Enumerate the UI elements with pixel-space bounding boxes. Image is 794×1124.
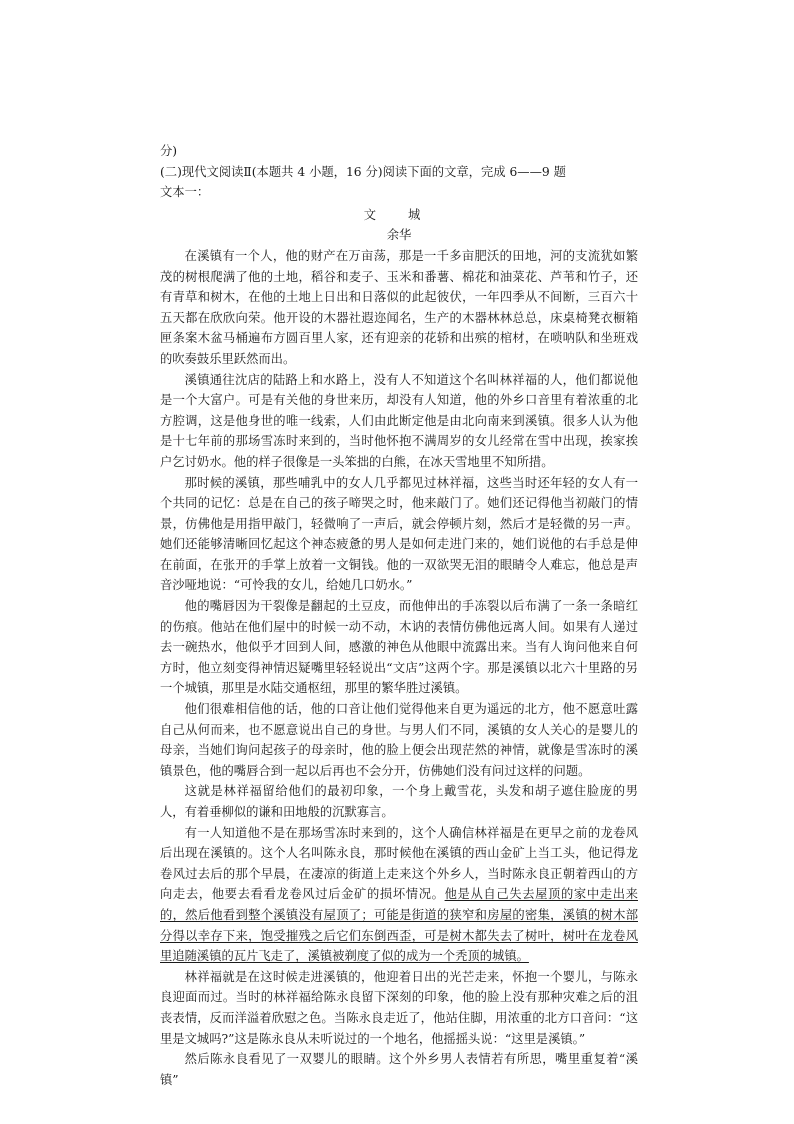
header-fragment: 分) bbox=[160, 144, 178, 158]
paragraph-1: 在溪镇有一个人，他的财产在万亩荡，那是一千多亩肥沃的田地，河的支流犹如繁茂的树根爬满了他的土地，稻谷和麦子、玉米和番薯、棉花和油菜花、芦苇和竹子，还有青草和树木，在他的土地上日出和日落似的此起彼伏，一年四季从不间断，三百六十五天都在欣欣向荣。他开设的木器社遐迩闻名，生产的木器林林总总，床桌椅凳衣橱箱匣条案木盆马桶遍布方圆百里人家，还有迎亲的花轿和出殡的棺材，在唢呐队和坐班戏的吹奏鼓乐里跃然而出。 bbox=[160, 248, 638, 366]
paragraph-2: 溪镇通往沈店的陆路上和水路上，没有人不知道这个名叫林祥福的人，他们都说他是一个大富户。可是有关他的身世来历，却没有人知道，他的外乡口音里有着浓重的北方腔调，这是他身世的唯一线索，人们由此断定他是由北向南来到溪镇。很多人认为他是十七年前的那场雪冻时来到的，当时他怀抱不满周岁的女儿经常在雪中出现，挨家挨户乞讨奶水。他的样子很像是一头笨拙的白熊，在冰天雪地里不知所措。 bbox=[160, 372, 638, 469]
paragraph-6: 这就是林祥福留给他们的最初印象，一个身上戴雪花，头发和胡子遮住脸庞的男人，有着垂柳似的谦和田地般的沉默寡言。 bbox=[160, 784, 638, 819]
underlined-passage: 他是从自己失去屋顶的家中走出来的，然后他看到整个溪镇没有屋顶了；可能是街道的狭窄和房屋的密集，溪镇的树木部分得以幸存下来，饱受摧残之后它们东倒西歪，可是树木都失去了树叶，树叶在龙卷风里追随溪镇的瓦片飞走了，溪镇被剃度了似的成为一个秃顶的城镇。 bbox=[160, 887, 638, 964]
paragraph-9: 然后陈永良看见了一双婴儿的眼睛。这个外乡男人表情若有所思，嘴里重复着“溪镇” bbox=[160, 1052, 638, 1087]
article-author: 余华 bbox=[386, 228, 412, 243]
document-page bbox=[160, 141, 638, 1090]
text-label: 文本一： bbox=[160, 185, 210, 200]
section-heading: (二)现代文阅读Ⅱ(本题共 4 小题，16 分)阅读下面的文章，完成 6——9 题 bbox=[160, 164, 566, 179]
paragraph-5: 他们很难相信他的话，他的口音让他们觉得他来自更为遥远的北方，他不愿意吐露自己从何而来，也不愿意说出自己的身世。与男人们不同，溪镇的女人关心的是婴儿的母亲，当她们询问起孩子的母亲时，他的脸上便会出现茫然的神情，就像是雪冻时的溪镇景色，他的嘴唇合到一起以后再也不会分开，仿佛她们没有问过这样的问题。 bbox=[160, 702, 638, 778]
paragraph-8: 林祥福就是在这时候走进溪镇的，他迎着日出的光芒走来，怀抱一个婴儿，与陈永良迎面而过。当时的林祥福给陈永良留下深刻的印象，他的脸上没有那种灾难之后的沮丧表情，反而洋溢着欣慰之色。当陈永良走近了，他站住脚，用浓重的北方口音问：“这里是文城吗?”这是陈永良从未听说过的一个地名，他摇摇头说：“这里是溪镇。” bbox=[160, 969, 638, 1046]
paragraph-3: 那时候的溪镇，那些哺乳中的女人几乎都见过林祥福，这些当时还年轻的女人有一个共同的记忆：总是在自己的孩子啼哭之时，他来敲门了。她们还记得他当初敲门的情景，仿佛他是用指甲敲门，轻微响了一声后，就会停顿片刻，然后才是轻微的另一声。她们还能够清晰回忆起这个神态疲惫的男人是如何走进门来的，她们说他的右手总是伸在前面，在张开的手掌上放着一文铜钱。他的一双欲哭无泪的眼睛令人难忘，他总是声音沙哑地说：“可怜我的女儿，给她几口奶水。” bbox=[160, 475, 638, 593]
paragraph-7-text: 有一人知道他不是在那场雪冻时来到的，这个人确信林祥福是在更早之前的龙卷风后出现在溪镇的。这个人名叫陈永良，那时候他在溪镇的西山金矿上当工头，他记得龙卷风过去后的那个早晨，在凄凉的街道上走来这个外乡人，当时陈永良正朝着西山的方向走去，他要去看看龙卷风过后金矿的损坏情况。 bbox=[160, 825, 638, 902]
paragraph-7 bbox=[160, 823, 638, 967]
paragraph-4: 他的嘴唇因为干裂像是翻起的土豆皮，而他伸出的手冻裂以后布满了一条一条暗红的伤痕。他站在他们屋中的时候一动不动，木讷的表情仿佛他远离人间。如果有人递过去一碗热水，他似乎才回到人间，感激的神色从他眼中流露出来。当有人询问他来自何方时，他立刻变得神情迟疑嘴里轻轻说出“文店”这两个字。那是溪镇以北六十里路的另一个城镇，那里是水陆交通枢纽，那里的繁华胜过溪镇。 bbox=[160, 599, 638, 696]
article-title: 文 城 bbox=[363, 207, 435, 222]
